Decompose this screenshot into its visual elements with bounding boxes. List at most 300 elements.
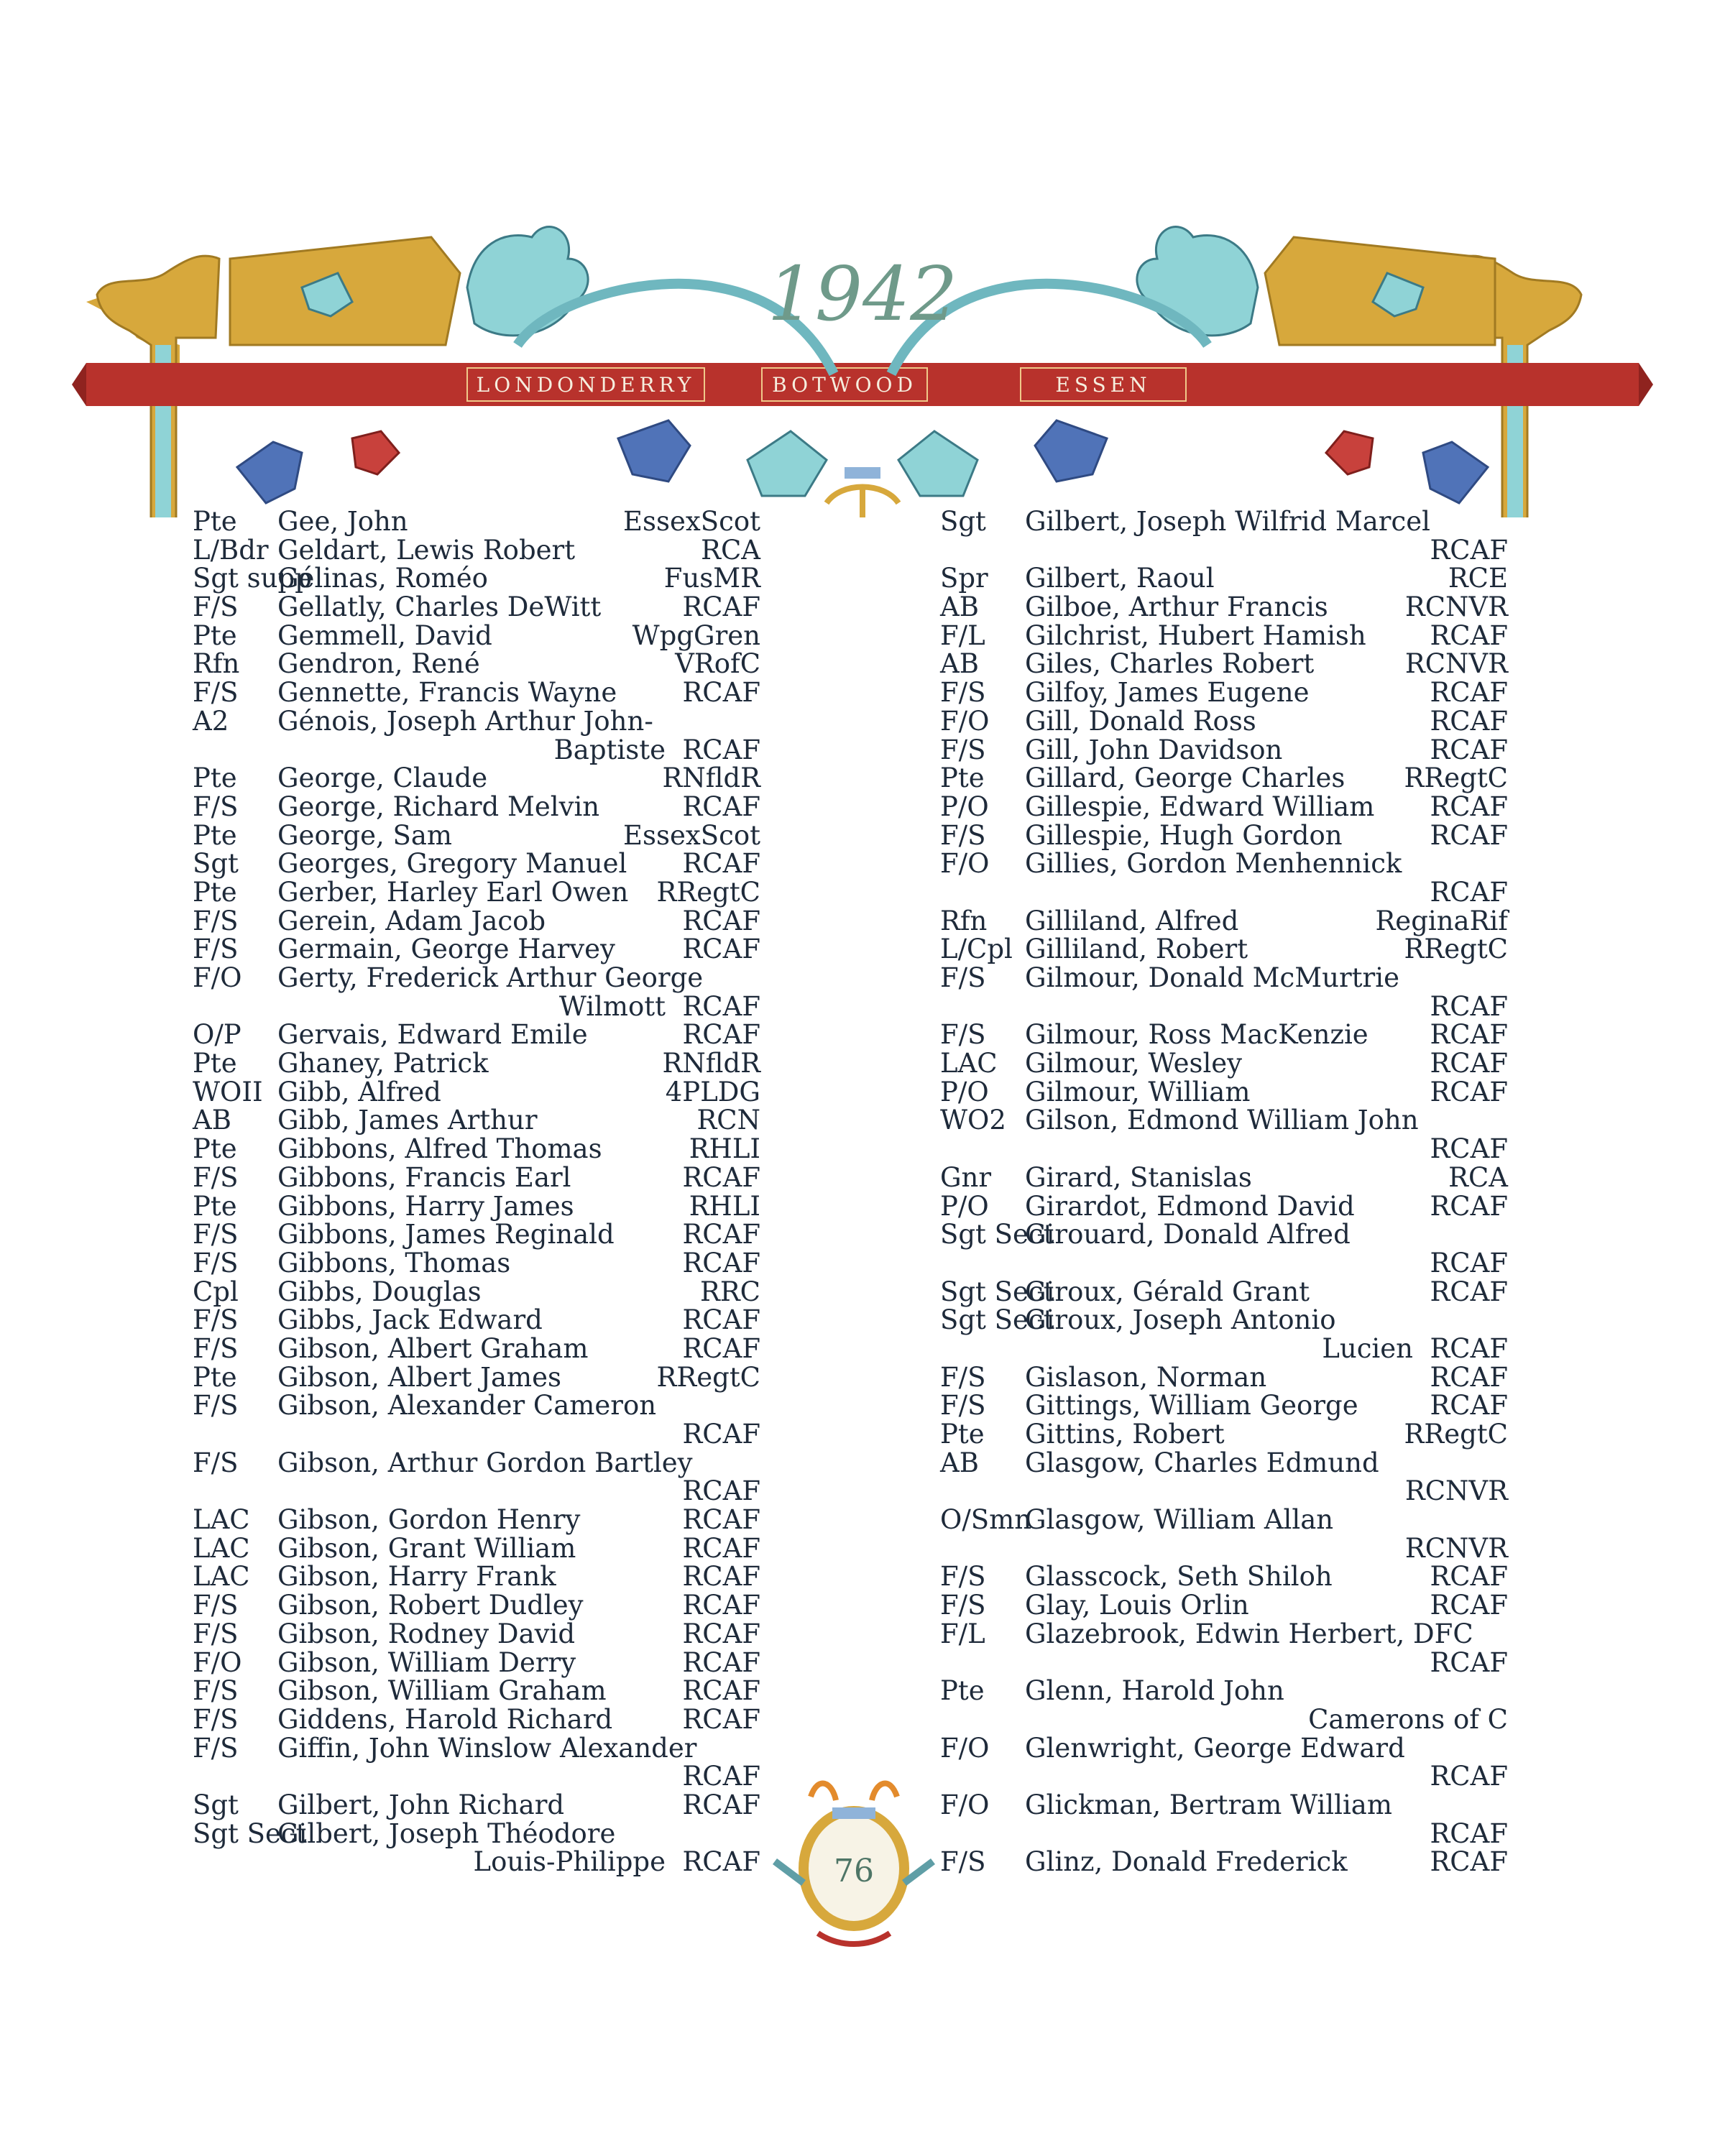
roll-entry [940,1332,1508,1364]
entry-rank: LAC [940,1048,998,1079]
roll-entry [193,1620,760,1649]
roll-entry [940,536,1508,565]
entry-name: Gibson, Albert Graham [277,1332,589,1364]
roll-entry [193,793,760,821]
roll-entry [193,1677,760,1705]
entry-name: Gennette, Francis Wayne [277,677,617,709]
entry-name: Gilson, Edmond William John [1025,1105,1419,1136]
roll-entry [940,650,1508,678]
banner-right-tail [1639,363,1653,406]
entry-name: Gibson, William Graham [277,1675,607,1707]
entry-unit: RCAF [682,1419,760,1450]
entry-rank: Rfn [940,905,988,936]
entry-name: Glenn, Harold John [1025,1675,1284,1707]
entry-rank: O/Smn [940,1504,1032,1536]
entry-unit: RCAF [1430,1361,1508,1393]
entry-unit: RCAF [1430,734,1508,765]
entry-name: Gibbons, James Reginald [277,1219,615,1250]
entry-rank: Gnr [940,1161,992,1193]
entry-unit: RCAF [682,1618,760,1649]
centre-leaf-right [898,431,978,496]
entry-rank: AB [940,591,979,623]
entry-name: Gerein, Adam Jacob [277,905,546,936]
roll-entry [940,821,1508,850]
entry-name: Gillespie, Edward William [1025,791,1375,822]
entry-rank: F/S [940,1019,986,1051]
entry-rank: F/S [193,1332,239,1364]
entry-unit: EssexScot [623,506,760,537]
entry-unit: RCA [701,534,760,566]
entry-unit: RCAF [682,848,760,880]
roll-entry [940,1646,1508,1678]
entry-rank: Sgt Sect [940,1219,1054,1250]
entry-unit: RCAF [682,990,760,1022]
entry-rank: F/O [940,848,990,880]
entry-name: Gillies, Gordon Menhennick [1025,848,1402,880]
entry-unit: RCAF [1430,990,1508,1022]
red-leaf-right [1326,431,1373,474]
entry-unit: RCAF [682,1161,760,1193]
entry-unit: RCAF [682,734,760,765]
entry-rank: F/L [940,619,985,651]
entry-unit: RCNVR [1404,1532,1508,1564]
entry-name: Gibbs, Jack Edward [277,1304,543,1336]
entry-rank: AB [193,1105,231,1136]
entry-rank: F/S [193,1675,239,1707]
banner-place-2: BOTWOOD [772,373,917,397]
entry-rank: F/L [940,1618,985,1649]
entry-rank: Pte [940,1675,985,1707]
entry-name: Gibson, Harry Frank [277,1561,556,1593]
entry-unit: 4PLDG [665,1076,760,1107]
roll-entry [940,1705,1508,1734]
roll-entry [940,1791,1508,1820]
entry-rank: WOII [193,1076,263,1107]
roll-entry [940,1734,1508,1763]
entry-name: Gibson, Albert James [277,1361,562,1393]
entry-rank: F/S [940,1561,986,1593]
roll-entry [193,564,760,593]
entry-unit: RCNVR [1404,591,1508,623]
entry-unit: RRegtC [1404,934,1508,965]
entry-unit: RCAF [682,1504,760,1536]
entry-name: Giffin, John Winslow Alexander [277,1732,697,1764]
entry-rank: F/S [193,677,239,709]
roll-entry [940,1848,1508,1876]
entry-name: Wilmott [558,990,666,1022]
entry-rank: F/O [940,705,990,737]
centre-band [845,467,880,479]
entry-name: Gilliland, Robert [1025,934,1248,965]
roll-entry [193,1306,760,1335]
entry-rank: F/S [193,1161,239,1193]
roll-entry [193,964,760,992]
entry-unit: RCAF [682,1219,760,1250]
entry-name: Gerty, Frederick Arthur George [277,962,704,993]
entry-unit: RCAF [1430,1190,1508,1222]
entry-name: Gee, John [277,506,408,537]
entry-rank: F/S [940,1590,986,1621]
entry-rank: Sgt [193,1789,239,1820]
roll-entry [193,1078,760,1107]
entry-rank: F/S [193,1732,239,1764]
entry-unit: RRegtC [656,876,760,908]
centre-gold-flourish [827,487,898,518]
roll-entry [940,1820,1508,1848]
entry-name: Giroux, Joseph Antonio [1025,1304,1336,1336]
entry-rank: WO2 [940,1105,1006,1136]
entry-rank: Pte [193,1133,237,1165]
entry-name: Gibb, Alfred [277,1076,441,1107]
entry-rank: Pte [193,819,237,851]
roll-entry [940,878,1508,907]
roll-entry [193,1021,760,1049]
roll-entry [193,1135,760,1164]
entry-rank: F/O [193,1646,242,1678]
roll-entry [193,1192,760,1221]
entry-rank: Sgt supp [193,563,312,594]
roll-entry [940,678,1508,707]
entry-unit: RCNVR [1404,1475,1508,1507]
entry-unit: Camerons of C [1308,1703,1508,1735]
entry-unit: RCNVR [1404,648,1508,680]
entry-unit: RRegtC [656,1361,760,1393]
entry-name: Ghaney, Patrick [277,1048,489,1079]
entry-name: Gilchrist, Hubert Hamish [1025,619,1366,651]
entry-unit: RCAF [682,1019,760,1051]
entry-unit: RRegtC [1404,1419,1508,1450]
roll-entry [193,849,760,878]
roll-entry [193,1363,760,1392]
entry-unit: RCAF [1430,1818,1508,1849]
entry-rank: LAC [193,1532,250,1564]
roll-entry [940,1220,1508,1249]
entry-name: Gerber, Harley Earl Owen [277,876,629,908]
entry-unit: RCAF [1430,1276,1508,1307]
red-leaf-left [352,431,399,474]
roll-entry [940,992,1508,1021]
roll-entry [940,1192,1508,1221]
entry-rank: F/S [940,962,986,993]
roll-entry [940,793,1508,821]
roll-entry [940,1078,1508,1107]
roll-entry [193,1734,760,1763]
roll-entry [940,1506,1508,1534]
entry-unit: RCA [1448,1161,1508,1193]
roll-entry [940,564,1508,593]
entry-name: Gibbons, Alfred Thomas [277,1133,602,1165]
entry-name: Giddens, Harold Richard [277,1703,613,1735]
entry-name: Gill, John Davidson [1025,734,1283,765]
entry-name: Glenwright, George Edward [1025,1732,1405,1764]
roll-entry [193,1762,760,1791]
entry-unit: RCAF [682,1590,760,1621]
entry-name: Gibson, Alexander Cameron [277,1390,657,1422]
roll-entry [940,1420,1508,1449]
entry-rank: F/O [940,1789,990,1820]
entry-name: Glinz, Donald Frederick [1025,1846,1348,1878]
entry-rank: Pte [193,876,237,908]
entry-name: Glasgow, William Allan [1025,1504,1334,1536]
entry-rank: F/S [193,1219,239,1250]
roll-entry [940,1278,1508,1307]
entry-unit: RCAF [1430,1019,1508,1051]
entry-name: Geldart, Lewis Robert [277,534,576,566]
entry-unit: RCAF [1430,1332,1508,1364]
roll-entry [940,593,1508,622]
entry-name: Glasscock, Seth Shiloh [1025,1561,1333,1593]
entry-name: Gill, Donald Ross [1025,705,1256,737]
entry-unit: RCAF [1430,1247,1508,1279]
ivy-leaf-blue-left [237,442,302,503]
roll-entry [940,1591,1508,1620]
roll-entry [193,650,760,678]
ivy-leaf-blue-centre-left [618,420,690,482]
acanthus-leaf-right [1137,227,1258,336]
entry-unit: RCAF [1430,705,1508,737]
roll-entry [940,1620,1508,1649]
entry-name: Girardot, Edmond David [1025,1190,1355,1222]
entry-name: Louis-Philippe [473,1846,666,1878]
entry-name: Gillard, George Charles [1025,763,1346,794]
entry-name: Génois, Joseph Arthur John- [277,705,653,737]
banner-place-1: LONDONDERRY [476,373,696,397]
entry-name: Gibson, Grant William [277,1532,576,1564]
roll-entry [940,935,1508,964]
entry-unit: RCAF [1430,619,1508,651]
roll-entry [193,1477,760,1506]
entry-name: Gillespie, Hugh Gordon [1025,819,1343,851]
roll-entry [193,1820,760,1848]
roll-entry [193,536,760,565]
roll-entry [940,849,1508,878]
roll-entry [940,1477,1508,1506]
entry-rank: Pte [193,1361,237,1393]
roll-entry [193,1332,760,1364]
entry-name: Gibb, James Arthur [277,1105,538,1136]
entry-unit: RCAF [1430,1133,1508,1165]
entry-rank: P/O [940,1190,989,1222]
entry-rank: F/S [193,1447,239,1478]
roll-entry [940,1106,1508,1135]
entry-name: Gilmour, Donald McMurtrie [1025,962,1399,993]
entry-name: Glickman, Bertram William [1025,1789,1392,1820]
entry-unit: RCAF [682,1475,760,1507]
entry-unit: RCAF [682,1304,760,1336]
entry-unit: RCN [696,1105,760,1136]
entry-unit: RCAF [682,1532,760,1564]
acanthus-leaf-left [467,227,588,336]
roll-entry [940,1449,1508,1478]
entry-name: Gibbons, Francis Earl [277,1161,571,1193]
entry-unit: VRofC [675,648,760,680]
entry-rank: Sgt Sect [940,1276,1054,1307]
entry-rank: F/S [940,677,986,709]
entry-unit: RCAF [682,1561,760,1593]
entry-rank: F/S [193,1304,239,1336]
entry-name: Gélinas, Roméo [277,563,488,594]
entry-name: Gilbert, Joseph Wilfrid Marcel [1025,506,1430,537]
roll-entry [193,1391,760,1420]
entry-rank: F/O [193,962,242,993]
roll-entry [193,1791,760,1820]
entry-name: Gilboe, Arthur Francis [1025,591,1328,623]
roll-entry [940,1249,1508,1278]
entry-name: George, Sam [277,819,453,851]
entry-unit: RCAF [682,934,760,965]
roll-entry [193,593,760,622]
entry-name: Georges, Gregory Manuel [277,848,627,880]
roll-entry [193,1646,760,1678]
entry-unit: FusMR [663,563,760,594]
names-column-right [940,507,1508,1876]
entry-rank: Pte [193,1190,237,1222]
entry-unit: RCAF [1430,1761,1508,1792]
entry-name: Gervais, Edward Emile [277,1019,588,1051]
roll-entry [940,736,1508,765]
entry-rank: Pte [193,619,237,651]
roll-entry [193,507,760,536]
roll-entry [940,1534,1508,1563]
entry-unit: RCAF [682,1646,760,1678]
roll-entry [193,878,760,907]
entry-name: Gilmour, William [1025,1076,1251,1107]
entry-rank: Sgt Sect [193,1818,307,1849]
entry-name: Glasgow, Charles Edmund [1025,1447,1379,1478]
entry-unit: RCAF [682,1675,760,1707]
entry-name: Gibbons, Harry James [277,1190,574,1222]
entry-unit: RCAF [1430,1076,1508,1107]
entry-rank: Pte [940,1419,985,1450]
entry-unit: RCAF [1430,534,1508,566]
entry-unit: RCAF [1430,876,1508,908]
roll-entry [193,1534,760,1563]
roll-entry [193,619,760,651]
entry-name: Giroux, Gérald Grant [1025,1276,1310,1307]
header-ornament [0,0,1725,517]
entry-name: Gilbert, Raoul [1025,563,1215,594]
roll-entry [193,1220,760,1249]
entry-name: Gittins, Robert [1025,1419,1225,1450]
entry-unit: RRegtC [1404,763,1508,794]
roll-entry [940,1306,1508,1335]
entry-name: Girard, Stanislas [1025,1161,1252,1193]
roll-entry [193,1705,760,1734]
entry-rank: Spr [940,563,988,594]
roll-entry [940,907,1508,936]
entry-unit: RCAF [1430,1646,1508,1678]
entry-rank: F/S [193,1618,239,1649]
roll-entry [193,764,760,793]
page-number: 76 [834,1853,874,1889]
entry-rank: F/S [940,1361,986,1393]
roll-entry [940,1363,1508,1392]
entry-rank: F/O [940,1732,990,1764]
entry-rank: Sgt Sect [940,1304,1054,1336]
entry-unit: RCAF [682,905,760,936]
entry-name: Gittings, William George [1025,1390,1358,1422]
entry-rank: AB [940,1447,979,1478]
entry-name: Lucien [1322,1332,1413,1364]
entry-rank: Pte [193,763,237,794]
banner-place-3: ESSEN [1055,373,1151,397]
roll-entry [940,764,1508,793]
entry-unit: RRC [699,1276,760,1307]
entry-unit: RCAF [1430,1048,1508,1079]
entry-unit: RCAF [1430,1561,1508,1593]
roll-entry [193,707,760,736]
roll-entry [940,707,1508,736]
entry-name: George, Claude [277,763,488,794]
entry-unit: RCAF [682,1761,760,1792]
entry-unit: RHLI [689,1190,760,1222]
entry-unit: RCAF [1430,1390,1508,1422]
entry-name: Glay, Louis Orlin [1025,1590,1249,1621]
entry-name: Gilmour, Ross MacKenzie [1025,1019,1368,1051]
entry-unit: RHLI [689,1133,760,1165]
entry-unit: RCAF [1430,1846,1508,1878]
entry-rank: Cpl [193,1276,239,1307]
illuminated-header [0,0,1725,517]
entry-unit: RCAF [682,1703,760,1735]
entry-rank: F/S [193,1703,239,1735]
roll-entry [193,1591,760,1620]
ivy-leaf-blue-right [1423,442,1488,503]
roll-entry [193,1249,760,1278]
roll-entry [940,964,1508,992]
roll-entry [193,1848,760,1876]
roll-entry [940,1391,1508,1420]
entry-name: Gilfoy, James Eugene [1025,677,1310,709]
entry-name: Giles, Charles Robert [1025,648,1315,680]
roll-entry [940,1021,1508,1049]
roll-entry [193,1278,760,1307]
roll-entry [940,1135,1508,1164]
entry-name: Gibson, William Derry [277,1646,576,1678]
entry-unit: RCAF [682,1332,760,1364]
entry-unit: RCAF [682,1789,760,1820]
entry-rank: Pte [940,763,985,794]
roll-entry [193,992,760,1021]
entry-name: Baptiste [553,734,666,765]
entry-name: Gibbons, Thomas [277,1247,511,1279]
roll-entry [193,1562,760,1591]
entry-rank: L/Cpl [940,934,1013,965]
roll-entry [940,1049,1508,1078]
entry-unit: RCAF [682,677,760,709]
entry-name: Gilliland, Alfred [1025,905,1239,936]
entry-name: Gibbs, Douglas [277,1276,482,1307]
entry-name: Gislason, Norman [1025,1361,1267,1393]
page-number-ornament [768,1768,940,1955]
roll-entry [193,1106,760,1135]
entry-name: Gendron, René [277,648,480,680]
roll-entry [193,736,760,765]
roll-entry [940,507,1508,536]
names-column-left [193,507,760,1876]
entry-name: Gemmell, David [277,619,492,651]
entry-rank: F/S [193,905,239,936]
entry-rank: Pte [193,1048,237,1079]
roll-entry [193,1506,760,1534]
roll-entry [193,1449,760,1478]
entry-rank: AB [940,648,979,680]
entry-rank: F/S [193,1247,239,1279]
entry-rank: F/S [193,934,239,965]
entry-name: Gibson, Rodney David [277,1618,576,1649]
roll-entry [940,1161,1508,1193]
entry-rank: LAC [193,1504,250,1536]
